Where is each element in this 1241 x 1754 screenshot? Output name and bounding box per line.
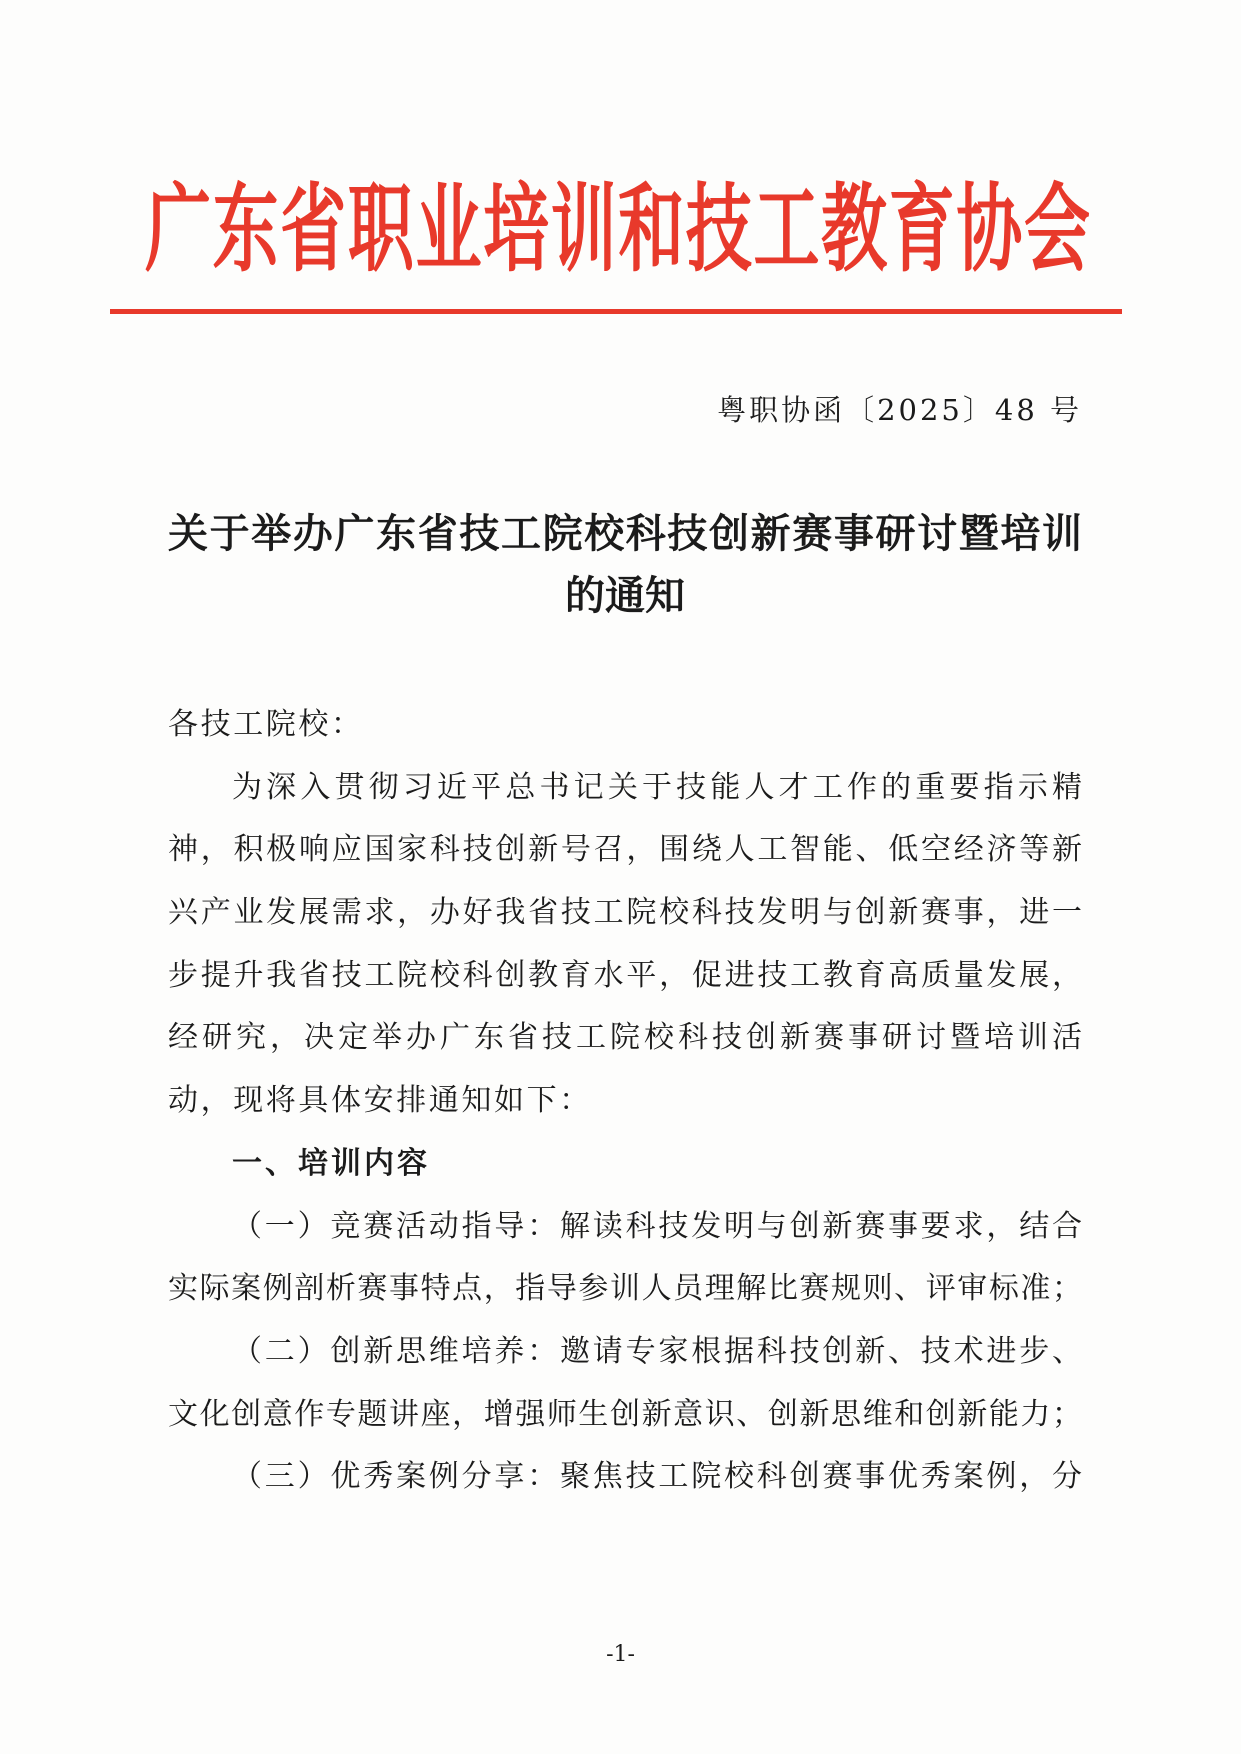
paragraph-line: 经研究，决定举办广东省技工院校科技创新赛事研讨暨培训活: [168, 1020, 1082, 1056]
paragraph-line: 实际案例剖析赛事特点，指导参训人员理解比赛规则、评审标准；: [168, 1271, 1082, 1307]
paragraph-line: （二）创新思维培养：邀请专家根据科技创新、技术进步、: [232, 1333, 1082, 1369]
paragraph-line: （三）优秀案例分享：聚焦技工院校科创赛事优秀案例，分: [232, 1459, 1082, 1495]
paragraph-line: 兴产业发展需求，办好我省技工院校科技发明与创新赛事，进一: [168, 895, 1082, 931]
paragraph-line: 文化创意作专题讲座，增强师生创新意识、创新思维和创新能力；: [168, 1396, 1082, 1432]
organization-name: 广东省职业培训和技工教育协会: [145, 173, 1090, 286]
title-line-1: 关于举办广东省技工院校科技创新赛事研讨暨培训: [168, 510, 1082, 557]
section-item-2: [168, 1321, 1082, 1446]
page-number: -1-: [606, 1642, 635, 1667]
section-heading: 一、培训内容: [232, 1145, 430, 1181]
intro-paragraph: [168, 757, 1082, 1133]
paragraph-line: 神，积极响应国家科技创新号召，围绕人工智能、低空经济等新: [168, 832, 1082, 868]
document-body: [168, 694, 1082, 1509]
salutation: 各技工院校：: [168, 707, 364, 742]
section-item-3: [168, 1446, 1082, 1509]
document-number: 粤职协函〔2025〕48 号: [717, 393, 1082, 427]
title-line-2: 的通知: [565, 572, 685, 619]
section-item-1: [168, 1196, 1082, 1321]
letterhead-red-rule: [110, 309, 1122, 314]
paragraph-line: 步提升我省技工院校科创教育水平，促进技工教育高质量发展，: [168, 957, 1082, 993]
paragraph-line: 为深入贯彻习近平总书记关于技能人才工作的重要指示精: [232, 769, 1082, 805]
document-title: [168, 503, 1082, 627]
paragraph-line: 动，现将具体安排通知如下：: [168, 1083, 592, 1119]
paragraph-line: （一）竞赛活动指导：解读科技发明与创新赛事要求，结合: [232, 1208, 1082, 1244]
